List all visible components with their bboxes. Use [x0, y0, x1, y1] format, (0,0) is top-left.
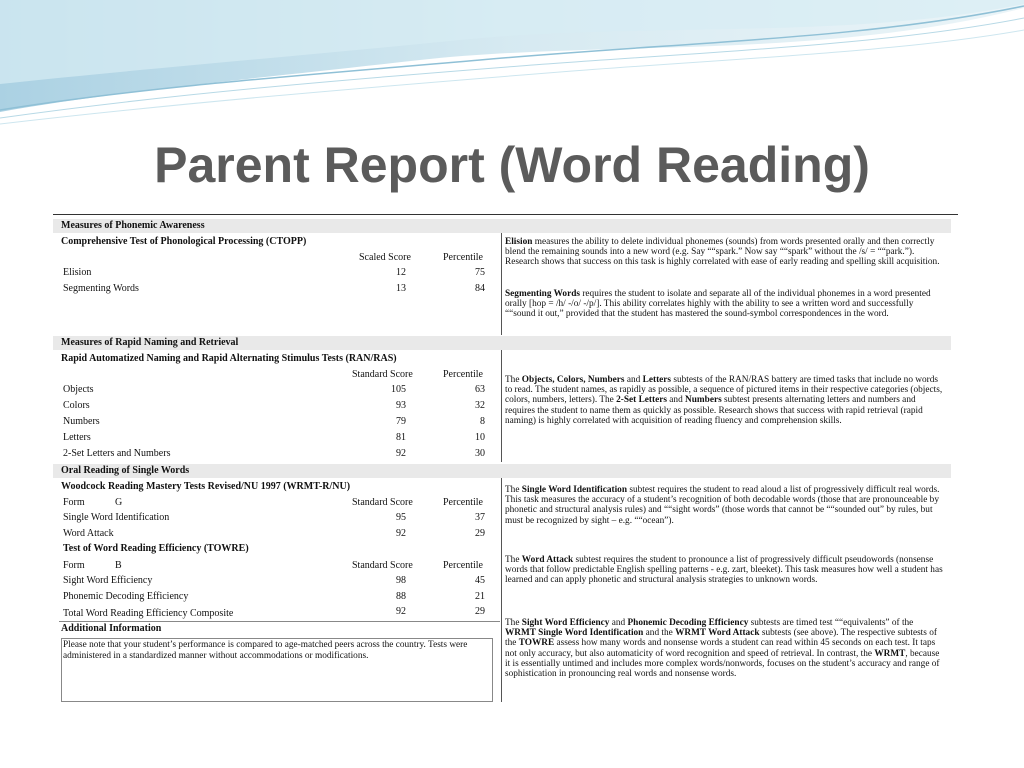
form-label: Form	[63, 560, 85, 571]
section-header-phonemic: Measures of Phonemic Awareness	[61, 220, 205, 231]
col-header-standard-score: Standard Score	[352, 560, 413, 571]
row-score: 92	[396, 606, 406, 617]
report-document	[53, 213, 958, 703]
row-label: Colors	[63, 400, 90, 411]
row-score: 13	[396, 283, 406, 294]
row-percentile: 75	[475, 267, 485, 278]
form-label: Form	[63, 497, 85, 508]
row-score: 98	[396, 575, 406, 586]
form-value: B	[115, 560, 122, 571]
col-header-percentile: Percentile	[443, 560, 483, 571]
test-name-ctopp: Comprehensive Test of Phonological Processing (CTOPP)	[61, 236, 307, 247]
row-label: Letters	[63, 432, 91, 443]
col-header-percentile: Percentile	[443, 252, 483, 263]
description-elision: Elision measures the ability to delete individual phonemes (sounds) from words presented orally and then correctly blend the remaining sounds into a new word (e.g. Say ““spark.” Now say ““spark” without the /s/ = ““park.”). Research shows that success on this task is highly correlated with ease of early reading and spelling skill acquisition.	[505, 237, 940, 268]
additional-info-text: Please note that your student’s performance is compared to age-matched peers across the country. Tests were administered in a standardized manner without accommodations or modifications.	[63, 640, 468, 661]
row-score: 88	[396, 591, 406, 602]
col-header-standard-score: Standard Score	[352, 369, 413, 380]
row-percentile: 45	[475, 575, 485, 586]
test-name-wrmt: Woodcock Reading Mastery Tests Revised/NU 1997 (WRMT-R/NU)	[61, 481, 351, 492]
description-segmenting: Segmenting Words requires the student to isolate and separate all of the individual phonemes in a word presented orally [hop = /h/ -/o/ -/p/]. This ability correlates highly with the ability to see a written word and successfully ““sound it out,” provided that the student has mastered the sound-symbol correspondences in the word.	[505, 289, 931, 320]
row-score: 79	[396, 416, 406, 427]
section-header-additional: Additional Information	[61, 623, 162, 634]
col-header-percentile: Percentile	[443, 369, 483, 380]
row-percentile: 84	[475, 283, 485, 294]
row-score: 92	[396, 448, 406, 459]
col-header-scaled-score: Scaled Score	[359, 252, 411, 263]
description-single-word-id: The Single Word Identification subtest requires the student to read aloud a list of progressively difficult real words. This task measures the accuracy of a student’s recognition of both decodable words (those that are pronounceable by phonetic and structural analysis rules) and ““sight words” (those words that cannot be ““sounded out” by rules, but must be recognized by sight – e.g. ““ocean”).	[505, 485, 940, 526]
row-label: Sight Word Efficiency	[63, 575, 153, 586]
row-score: 81	[396, 432, 406, 443]
row-score: 95	[396, 512, 406, 523]
row-percentile: 10	[475, 432, 485, 443]
col-header-percentile: Percentile	[443, 497, 483, 508]
decorative-wave-banner	[0, 0, 1024, 130]
form-value: G	[115, 497, 123, 508]
column-divider	[501, 350, 502, 462]
column-divider	[501, 233, 502, 335]
row-percentile: 21	[475, 591, 485, 602]
top-border	[53, 214, 958, 215]
description-towre: The Sight Word Efficiency and Phonemic Decoding Efficiency subtests are timed test ““equivalents” of the WRMT Single Word Identification and the WRMT Word Attack subtests (see above). The respective subtests of the TOWRE assess how many words and nonsense words a student can read within 45 seconds on each test. It taps not only accuracy, but also automaticity of word recognition and speed of retrieval. In contrast, the WRMT, because it is essentially untimed and includes more complex words/nonwords, focuses on the student’s accuracy and range of sophistication in pronouncing real words and nonsense words.	[505, 618, 940, 680]
row-label: Segmenting Words	[63, 283, 139, 294]
row-percentile: 32	[475, 400, 485, 411]
column-divider	[501, 478, 502, 702]
row-score: 105	[391, 384, 406, 395]
row-percentile: 37	[475, 512, 485, 523]
row-score: 93	[396, 400, 406, 411]
row-label: 2-Set Letters and Numbers	[63, 448, 171, 459]
row-percentile: 63	[475, 384, 485, 395]
row-label: Numbers	[63, 416, 100, 427]
slide-title: Parent Report (Word Reading)	[154, 137, 870, 193]
section-header-rapid: Measures of Rapid Naming and Retrieval	[61, 337, 239, 348]
description-word-attack: The Word Attack subtest requires the student to pronounce a list of progressively difficult pseudowords (nonsense words that follow predictable English spelling patterns - e.g. zart, bleeket). This task measures how well a student has learned and can apply phonetic and structural analysis strategies to unknown words.	[505, 555, 943, 586]
row-label: Elision	[63, 267, 92, 278]
row-percentile: 29	[475, 528, 485, 539]
row-score: 12	[396, 267, 406, 278]
row-label: Word Attack	[63, 528, 114, 539]
row-label: Objects	[63, 384, 94, 395]
test-name-towre: Test of Word Reading Efficiency (TOWRE)	[63, 543, 249, 554]
description-ran-ras: The Objects, Colors, Numbers and Letters subtests of the RAN/RAS battery are timed tasks that include no words to read. The student names, as rapidly as possible, a sequence of pictured items in their respective categories (objects, colors, numbers, letters). The 2-Set Letters and Numbers subtest presents alternating letters and numbers and requires the student to name them as quickly as possible. Research shows that success with rapid retrieval (rapid naming) is highly correlated with acquisition of reading fluency and comprehension skills.	[505, 375, 943, 426]
row-label: Phonemic Decoding Efficiency	[63, 591, 189, 602]
row-percentile: 30	[475, 448, 485, 459]
test-name-ran-ras: Rapid Automatized Naming and Rapid Alternating Stimulus Tests (RAN/RAS)	[61, 353, 397, 364]
row-score: 92	[396, 528, 406, 539]
section-header-oral: Oral Reading of Single Words	[61, 465, 190, 476]
col-header-standard-score: Standard Score	[352, 497, 413, 508]
row-label: Single Word Identification	[63, 512, 170, 523]
additional-top-rule	[59, 621, 500, 622]
row-label: Total Word Reading Efficiency Composite	[63, 608, 234, 619]
row-percentile: 8	[480, 416, 485, 427]
row-percentile: 29	[475, 606, 485, 617]
